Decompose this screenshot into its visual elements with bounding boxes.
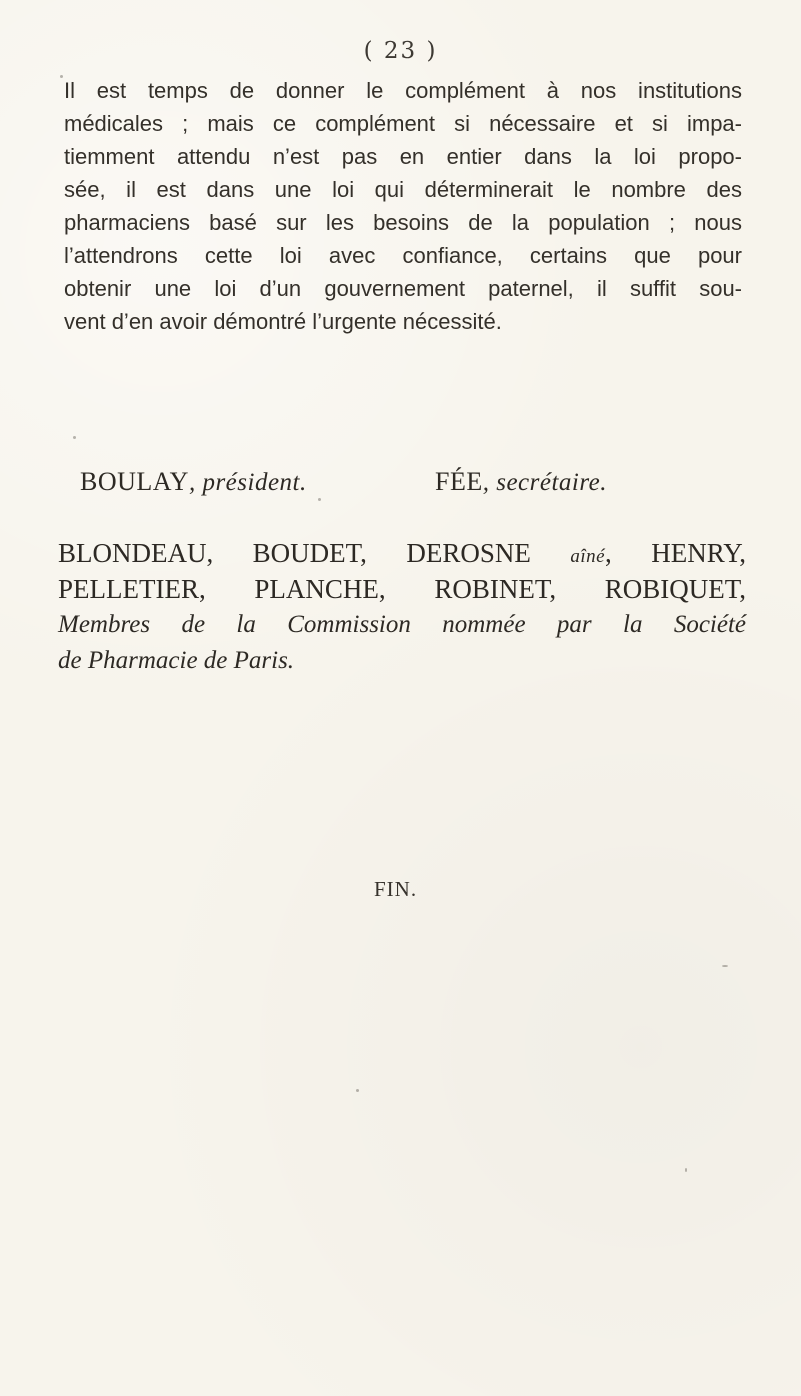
members-line-2: PELLETIER, PLANCHE, ROBINET, ROBIQUET, bbox=[58, 574, 746, 604]
members-names-a: BLONDEAU, BOUDET, DEROSNE bbox=[58, 538, 571, 568]
end-mark: FIN. bbox=[374, 877, 418, 901]
members-caption-line-1: Membres de la Commission nommée par la Société bbox=[58, 611, 746, 638]
paper-speck bbox=[73, 436, 76, 439]
paragraph-line: vent d’en avoir démontré l’urgente nécessité. bbox=[64, 309, 502, 334]
page-number: ( 23 ) bbox=[363, 38, 438, 64]
president-role: , président. bbox=[188, 469, 307, 496]
paragraph-line: l’attendrons cette loi avec confiance, certains que pour bbox=[64, 243, 742, 268]
paragraph-line: obtenir une loi d’un gouvernement paternel, il suffit sou- bbox=[64, 276, 742, 301]
signature-row bbox=[80, 467, 743, 507]
members-caption-line-2: de Pharmacie de Paris. bbox=[58, 647, 295, 674]
paper-speck bbox=[722, 965, 728, 967]
paper-speck bbox=[60, 75, 63, 78]
president-signature bbox=[80, 467, 307, 497]
paragraph-line: tiemment attendu n’est pas en entier dans la loi propo- bbox=[64, 144, 742, 169]
members-names-b: , HENRY, bbox=[605, 538, 746, 568]
secretary-signature bbox=[435, 467, 607, 497]
paper-speck bbox=[318, 498, 321, 501]
main-paragraph bbox=[64, 74, 742, 338]
paper-speck bbox=[685, 1168, 687, 1172]
commission-members bbox=[58, 535, 746, 679]
members-line-1 bbox=[58, 535, 746, 571]
members-aine: aîné bbox=[570, 546, 606, 567]
president-name: BOULAY bbox=[80, 467, 189, 496]
paper-speck bbox=[356, 1089, 359, 1092]
paragraph-line: Il est temps de donner le complément à nos institutions bbox=[64, 78, 742, 103]
paragraph-line: médicales ; mais ce complément si nécessaire et si impa- bbox=[64, 111, 742, 136]
secretary-name: FÉE bbox=[435, 467, 483, 496]
paragraph-line: pharmaciens basé sur les besoins de la population ; nous bbox=[64, 210, 742, 235]
secretary-role: , secrétaire. bbox=[482, 469, 608, 496]
paragraph-line: sée, il est dans une loi qui déterminerait le nombre des bbox=[64, 177, 742, 202]
